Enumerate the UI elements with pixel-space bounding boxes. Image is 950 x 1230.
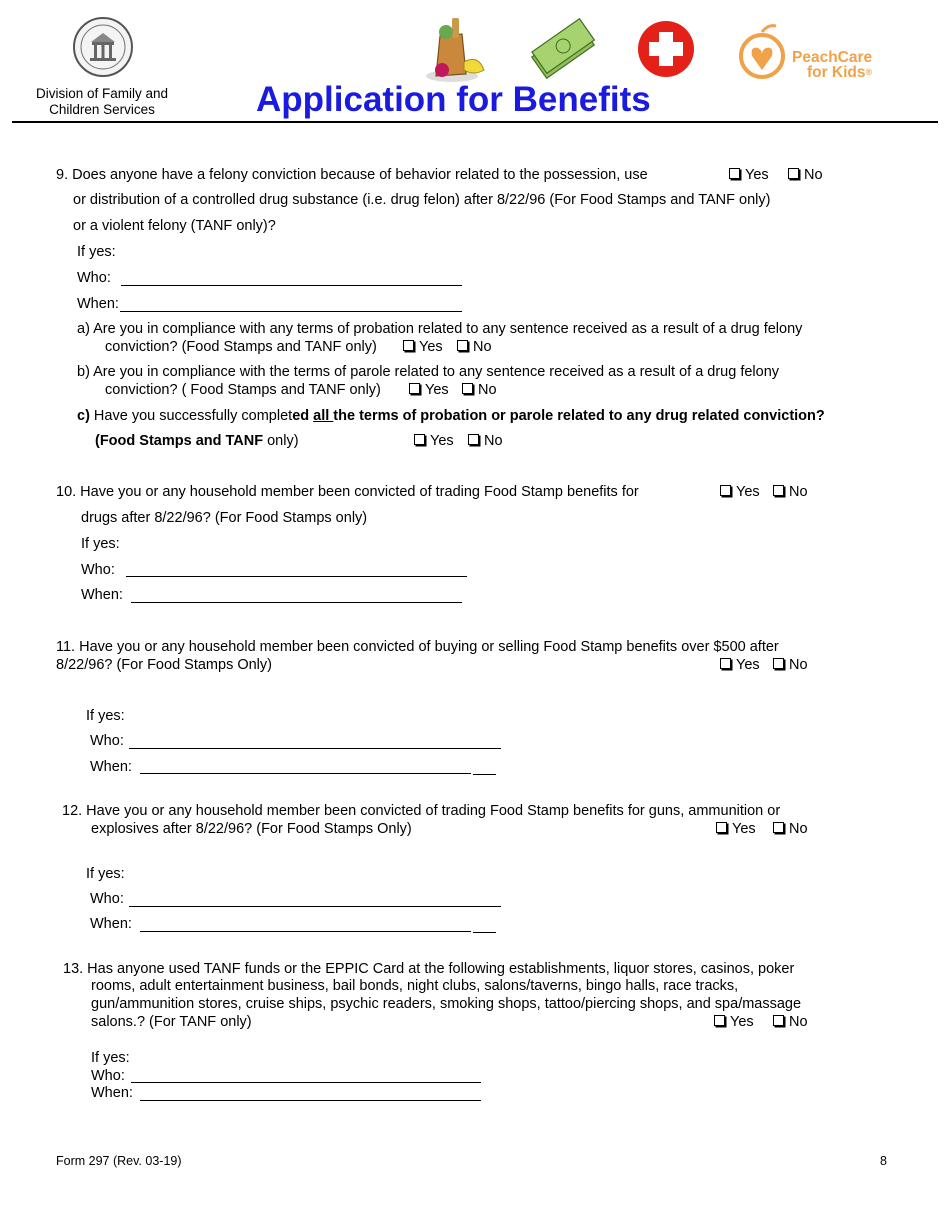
peachcare-logo-icon (738, 22, 788, 86)
q9a-line-2-text: conviction? (Food Stamps and TANF only) (105, 339, 377, 355)
q9-line-3: or a violent felony (TANF only)? (73, 218, 276, 234)
q11-no-option[interactable] (773, 657, 808, 673)
q12-who-label: Who: (90, 891, 124, 907)
q9b-line-1: b) Are you in compliance with the terms of parole related to any sentence received as a result of a drug felony (77, 364, 780, 380)
q9c-no-checkbox[interactable] (468, 434, 479, 445)
q13-who-label: Who: (91, 1068, 125, 1084)
form-number: Form 297 (Rev. 03-19) (56, 1154, 182, 1168)
peachcare-registered-mark: ® (865, 67, 873, 77)
q9c-yes-option[interactable] (414, 433, 454, 449)
georgia-seal-icon (72, 16, 134, 82)
q10-if-yes-label: If yes: (81, 536, 120, 552)
q13-when-label: When: (91, 1085, 133, 1101)
q10-yes-label: Yes (736, 484, 760, 500)
q10-no-checkbox[interactable] (773, 485, 784, 496)
q13-no-label: No (789, 1014, 808, 1030)
agency-line-2: Children Services (49, 102, 155, 117)
q13-line-1: 13. Has anyone used TANF funds or the EPPIC Card at the following establishments, liquor stores, casinos, poker (63, 961, 795, 977)
q10-when-field[interactable] (131, 602, 462, 603)
q12-no-label: No (789, 821, 808, 837)
q9a-no-label: No (473, 339, 492, 355)
q11-yes-label: Yes (736, 657, 760, 673)
q9c-line-2-bold: (Food Stamps and TANF (95, 433, 264, 449)
q11-when-label: When: (90, 759, 132, 775)
q11-when-field[interactable] (140, 773, 471, 774)
q12-line-1: 12. Have you or any household member been convicted of trading Food Stamp benefits for guns, ammunition or (62, 803, 781, 819)
q9c-line-2-rest: only) (263, 433, 299, 449)
q13-if-yes-label: If yes: (91, 1050, 130, 1066)
q9c-line-1 (77, 408, 825, 424)
q9a-no-option[interactable] (457, 339, 492, 355)
q9c-prefix: c) (77, 408, 90, 424)
q9c-text-1: Have you successfully complet (89, 408, 293, 424)
q10-yes-option[interactable] (720, 484, 760, 500)
q9a-yes-checkbox[interactable] (403, 340, 414, 351)
peachcare-line-1: PeachCare (792, 49, 873, 66)
q9-no-option[interactable] (788, 167, 823, 183)
q9-if-yes-label: If yes: (77, 244, 116, 260)
page-title: Application for Benefits (256, 80, 651, 119)
q11-who-label: Who: (90, 733, 124, 749)
q11-when-field-extension (473, 774, 496, 775)
q13-line-4: salons.? (For TANF only) (91, 1014, 252, 1030)
q10-who-label: Who: (81, 562, 115, 578)
q11-if-yes-label: If yes: (86, 708, 125, 724)
peachcare-line-2: for Kids (806, 64, 866, 81)
q9c-yes-checkbox[interactable] (414, 434, 425, 445)
q9-line-1: 9. Does anyone have a felony conviction because of behavior related to the possession, use (56, 167, 648, 183)
q13-yes-label: Yes (730, 1014, 754, 1030)
q11-yes-checkbox[interactable] (720, 658, 731, 669)
q9-yes-label: Yes (745, 167, 769, 183)
q13-when-field[interactable] (140, 1100, 481, 1101)
q9b-no-checkbox[interactable] (462, 383, 473, 394)
q11-no-label: No (789, 657, 808, 673)
q9-no-label: No (804, 167, 823, 183)
q10-no-option[interactable] (773, 484, 808, 500)
q12-when-label: When: (90, 916, 132, 932)
q10-line-1: 10. Have you or any household member been convicted of trading Food Stamp benefits for (56, 484, 639, 500)
q12-yes-label: Yes (732, 821, 756, 837)
q12-line-2: explosives after 8/22/96? (For Food Stamps Only) (91, 821, 412, 837)
q9a-line-2 (105, 339, 377, 355)
q12-when-field[interactable] (140, 931, 471, 932)
q9b-yes-label: Yes (425, 382, 449, 398)
q13-no-option[interactable] (773, 1014, 808, 1030)
q12-no-checkbox[interactable] (773, 822, 784, 833)
q9a-yes-label: Yes (419, 339, 443, 355)
agency-line-1: Division of Family and (35, 86, 169, 101)
q11-no-checkbox[interactable] (773, 658, 784, 669)
q12-yes-checkbox[interactable] (716, 822, 727, 833)
q9-who-label: Who: (77, 270, 111, 286)
q9c-yes-label: Yes (430, 433, 454, 449)
q9a-yes-option[interactable] (403, 339, 443, 355)
q9-yes-option[interactable] (729, 167, 769, 183)
q9-when-label: When: (77, 296, 119, 312)
q9b-no-option[interactable] (462, 382, 497, 398)
q10-yes-checkbox[interactable] (720, 485, 731, 496)
q9c-text-3: the terms of probation or parole related to any drug related conviction? (333, 408, 825, 424)
page-number: 8 (880, 1154, 887, 1168)
q9-when-field[interactable] (120, 311, 462, 312)
grocery-bag-icon (418, 14, 490, 88)
peachcare-wordmark (792, 50, 872, 80)
q9b-no-label: No (478, 382, 497, 398)
q12-who-field[interactable] (129, 906, 501, 907)
q9c-text-2: ed (292, 408, 314, 424)
q9a-line-1: a) Are you in compliance with any terms of probation related to any sentence received as a result of a drug felony (77, 321, 803, 337)
q9-yes-checkbox[interactable] (729, 168, 740, 179)
header-divider (12, 121, 938, 123)
q9-no-checkbox[interactable] (788, 168, 799, 179)
q9c-all: all (313, 408, 334, 424)
q9a-no-checkbox[interactable] (457, 340, 468, 351)
q11-who-field[interactable] (129, 748, 501, 749)
q9c-no-option[interactable] (468, 433, 503, 449)
q9b-yes-option[interactable] (409, 382, 449, 398)
q11-yes-option[interactable] (720, 657, 760, 673)
red-cross-icon (637, 20, 695, 82)
q10-line-2: drugs after 8/22/96? (For Food Stamps only) (81, 510, 368, 526)
q13-no-checkbox[interactable] (773, 1015, 784, 1026)
q9-line-2: or distribution of a controlled drug substance (i.e. drug felon) after 8/22/96 (For Food Stamps and TANF only) (73, 192, 771, 208)
q9b-line-2: conviction? ( Food Stamps and TANF only) (105, 382, 381, 398)
q13-yes-checkbox[interactable] (714, 1015, 725, 1026)
q11-line-1: 11. Have you or any household member been convicted of buying or selling Food Stamp benefits over $500 after (56, 639, 779, 655)
q12-no-option[interactable] (773, 821, 808, 837)
q13-line-3: gun/ammunition stores, cruise ships, psychic readers, smoking shops, tattoo/piercing shops, and spa/massage (91, 996, 802, 1012)
q13-who-field[interactable] (131, 1082, 481, 1083)
q13-line-2: rooms, adult entertainment business, bail bonds, night clubs, salons/taverns, bingo halls, race tracks, (91, 978, 739, 994)
q10-when-label: When: (81, 587, 123, 603)
q9-who-field[interactable] (121, 285, 462, 286)
q12-if-yes-label: If yes: (86, 866, 125, 882)
money-stack-icon (528, 18, 598, 88)
q9b-yes-checkbox[interactable] (409, 383, 420, 394)
q10-who-field[interactable] (126, 576, 467, 577)
q11-line-2: 8/22/96? (For Food Stamps Only) (56, 657, 272, 673)
q10-no-label: No (789, 484, 808, 500)
q12-when-field-extension (473, 932, 496, 933)
q12-yes-option[interactable] (716, 821, 756, 837)
q13-yes-option[interactable] (714, 1014, 754, 1030)
q9c-no-label: No (484, 433, 503, 449)
agency-name (22, 86, 182, 118)
q9c-line-2 (95, 433, 299, 449)
